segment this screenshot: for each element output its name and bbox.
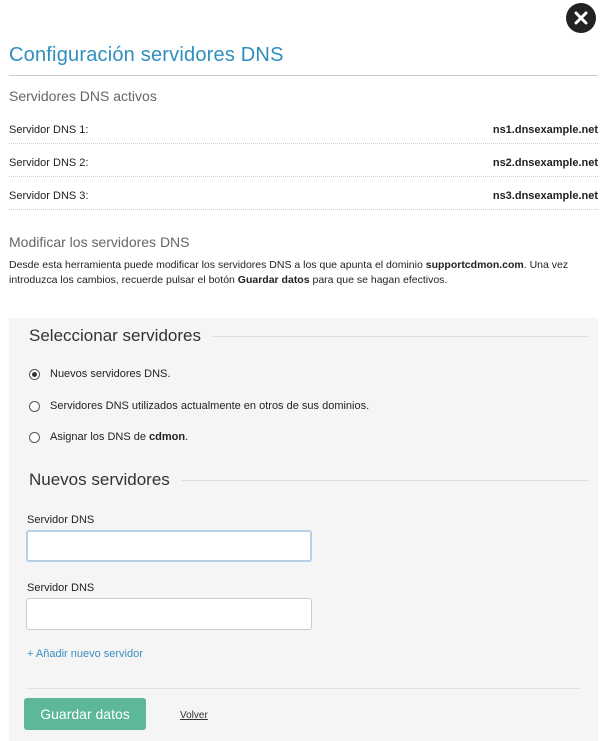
radio-button[interactable] [29, 369, 40, 380]
dns-server-input[interactable] [26, 530, 312, 562]
dns-label: Servidor DNS 1: [9, 123, 89, 136]
description: Desde esta herramienta puede modificar los servidores DNS a los que apunta el dominio supportcdmon.com. Una vez introduzca los cambios, recuerde pulsar el botón Guardar datos para que se hagan efectivos. [9, 259, 569, 286]
add-server-link[interactable]: + Añadir nuevo servidor [27, 648, 143, 660]
dns-row [9, 182, 598, 210]
radio-button[interactable] [29, 401, 40, 412]
title-divider [9, 75, 598, 76]
save-reference: Guardar datos [237, 274, 310, 286]
close-button[interactable] [566, 3, 596, 33]
save-button[interactable]: Guardar datos [24, 698, 146, 730]
radio-new-dns[interactable]: Nuevos servidores DNS. [29, 368, 170, 380]
new-servers-legend: Nuevos servidores [29, 470, 589, 490]
form-divider [26, 688, 581, 689]
dns-field-label: Servidor DNS [27, 582, 95, 594]
select-servers-legend: Seleccionar servidores [29, 326, 589, 346]
dns-server-input[interactable] [26, 598, 312, 630]
dns-row [9, 116, 598, 144]
dns-form-panel [9, 318, 598, 741]
dns-label: Servidor DNS 3: [9, 189, 89, 202]
back-link[interactable]: Volver [180, 710, 208, 721]
domain-name: supportcdmon.com [425, 259, 524, 271]
dns-row [9, 149, 598, 177]
close-icon [574, 11, 588, 25]
page-title: Configuración servidores DNS [9, 44, 284, 66]
radio-cdmon-dns[interactable]: Asignar los DNS de cdmon. [29, 431, 188, 443]
modify-dns-heading: Modificar los servidores DNS [9, 234, 190, 250]
dns-field-label: Servidor DNS [27, 514, 95, 526]
radio-button[interactable] [29, 432, 40, 443]
dns-value: ns2.dnsexample.net [492, 156, 598, 169]
active-dns-heading: Servidores DNS activos [9, 88, 157, 104]
radio-existing-dns[interactable]: Servidores DNS utilizados actualmente en otros de sus dominios. [29, 400, 369, 412]
dns-label: Servidor DNS 2: [9, 156, 89, 169]
dns-value: ns1.dnsexample.net [492, 123, 598, 136]
dns-value: ns3.dnsexample.net [492, 189, 598, 202]
